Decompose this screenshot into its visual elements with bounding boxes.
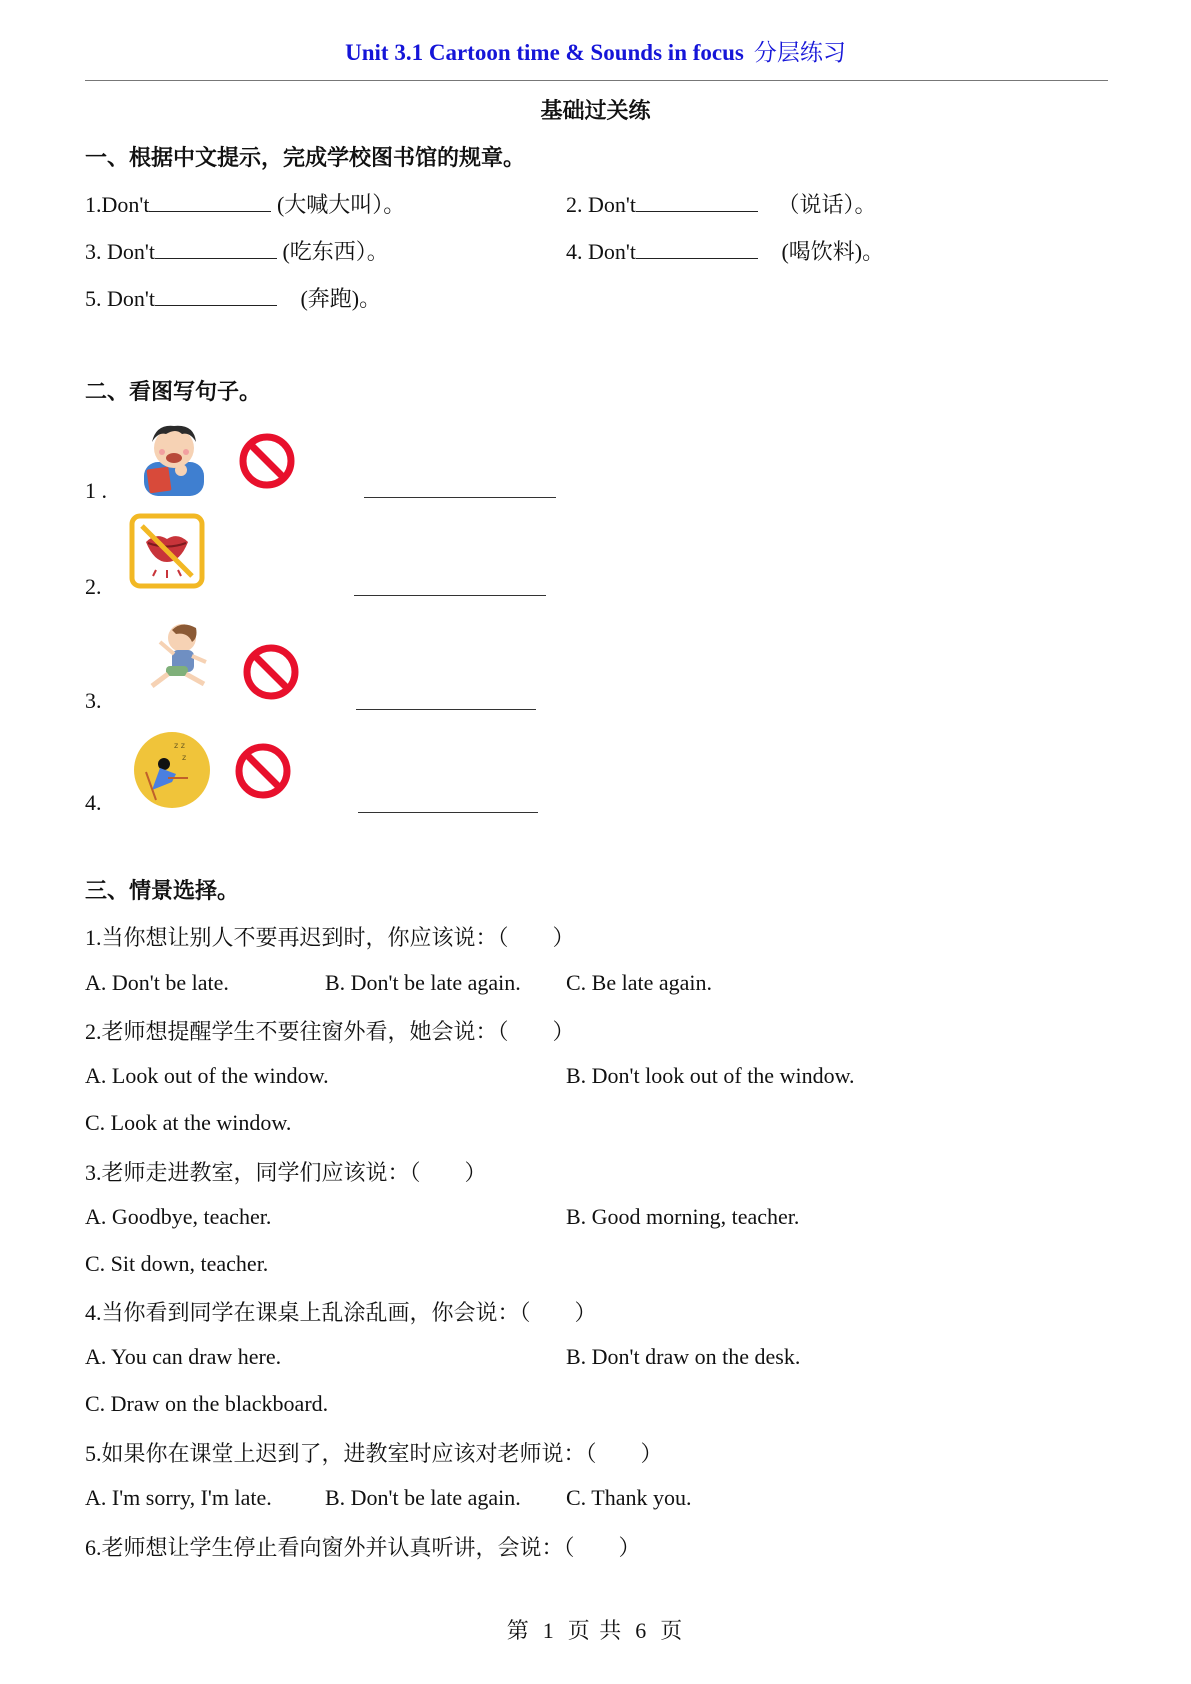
question-6: 6.老师想让学生停止看向窗外并认真听讲，会说：（ ） xyxy=(85,1535,641,1560)
page-label-mid: 页 共 xyxy=(567,1618,624,1643)
no-sign-icon xyxy=(238,432,296,490)
answer-line[interactable] xyxy=(364,497,556,498)
document-title xyxy=(0,34,1191,67)
item-number: 5. xyxy=(85,286,102,311)
answer-blank[interactable] xyxy=(155,287,277,306)
page-current: 1 xyxy=(542,1618,556,1643)
option-5b[interactable]: B. Don't be late again. xyxy=(325,1485,521,1510)
fill-item-3 xyxy=(85,235,389,266)
answer-line[interactable] xyxy=(358,812,538,813)
answer-line[interactable] xyxy=(354,595,546,596)
item-number: 2. xyxy=(566,192,583,217)
question-1: 1.当你想让别人不要再迟到时，你应该说：（ ） xyxy=(85,925,575,950)
item-hint: (大喊大叫）。 xyxy=(276,192,406,217)
picture-item-number: 1 . xyxy=(85,478,107,503)
fill-item-1 xyxy=(85,188,405,219)
answer-blank[interactable] xyxy=(636,193,758,212)
picture-item-number: 3. xyxy=(85,688,102,713)
fill-item-4 xyxy=(566,235,884,266)
option-4a[interactable]: A. You can draw here. xyxy=(85,1344,282,1369)
option-1c[interactable]: C. Be late again. xyxy=(566,970,713,995)
fill-item-2 xyxy=(566,188,876,219)
item-prefix: Don't xyxy=(107,239,155,264)
item-hint: (吃东西）。 xyxy=(282,239,389,264)
question-2: 2.老师想提醒学生不要往窗外看，她会说：（ ） xyxy=(85,1019,575,1044)
item-number: 4. xyxy=(566,239,583,264)
picture-item-number: 2. xyxy=(85,574,102,599)
boy-eating-icon xyxy=(136,420,212,496)
option-2c[interactable]: C. Look at the window. xyxy=(85,1110,292,1135)
option-5c[interactable]: C. Thank you. xyxy=(566,1485,692,1510)
option-3a[interactable]: A. Goodbye, teacher. xyxy=(85,1204,272,1229)
item-prefix: Don't xyxy=(588,239,636,264)
option-4b[interactable]: B. Don't draw on the desk. xyxy=(566,1344,801,1369)
page-total: 6 xyxy=(635,1618,649,1643)
question-3: 3.老师走进教室，同学们应该说：（ ） xyxy=(85,1160,487,1185)
answer-blank[interactable] xyxy=(155,240,277,259)
header-divider xyxy=(85,80,1108,81)
fill-item-5 xyxy=(85,282,381,313)
no-talking-lips-icon xyxy=(128,512,206,590)
page-label-prefix: 第 xyxy=(506,1618,531,1643)
page-label-suffix: 页 xyxy=(660,1618,685,1643)
title-chinese: 分层练习 xyxy=(753,40,846,65)
answer-line[interactable] xyxy=(356,709,536,710)
section-level-title: 基础过关练 xyxy=(540,98,651,123)
picture-item-number: 4. xyxy=(85,790,102,815)
option-4c[interactable]: C. Draw on the blackboard. xyxy=(85,1391,329,1416)
item-prefix: Don't xyxy=(101,192,150,217)
svg-text:z z: z z xyxy=(174,741,185,750)
svg-text:z: z xyxy=(182,753,187,762)
answer-blank[interactable] xyxy=(636,240,758,259)
option-3b[interactable]: B. Good morning, teacher. xyxy=(566,1204,800,1229)
page-number xyxy=(0,1614,1191,1645)
no-sign-icon xyxy=(234,742,292,800)
option-2b[interactable]: B. Don't look out of the window. xyxy=(566,1063,855,1088)
answer-blank[interactable] xyxy=(149,193,271,212)
question-5: 5.如果你在课堂上迟到了，进教室时应该对老师说：（ ） xyxy=(85,1441,663,1466)
item-hint: (喝饮料)。 xyxy=(781,239,885,264)
no-sign-icon xyxy=(242,643,300,701)
sleeping-at-desk-icon xyxy=(132,730,212,810)
option-2a[interactable]: A. Look out of the window. xyxy=(85,1063,329,1088)
option-1b[interactable]: B. Don't be late again. xyxy=(325,970,521,995)
item-prefix: Don't xyxy=(588,192,636,217)
item-hint: （说话）。 xyxy=(777,192,877,217)
item-number: 3. xyxy=(85,239,102,264)
item-number: 1. xyxy=(85,192,102,217)
title-english: Unit 3.1 Cartoon time & Sounds in focus xyxy=(345,40,744,65)
item-hint: (奔跑)。 xyxy=(300,286,382,311)
question-4: 4.当你看到同学在课桌上乱涂乱画，你会说：（ ） xyxy=(85,1300,597,1325)
option-5a[interactable]: A. I'm sorry, I'm late. xyxy=(85,1485,272,1510)
boy-running-icon xyxy=(142,620,222,696)
section2-heading: 二、看图写句子。 xyxy=(85,379,262,404)
option-1a[interactable]: A. Don't be late. xyxy=(85,970,229,995)
section3-heading: 三、情景选择。 xyxy=(85,878,240,903)
item-prefix: Don't xyxy=(107,286,155,311)
option-3c[interactable]: C. Sit down, teacher. xyxy=(85,1251,269,1276)
section1-heading: 一、根据中文提示，完成学校图书馆的规章。 xyxy=(85,145,526,170)
